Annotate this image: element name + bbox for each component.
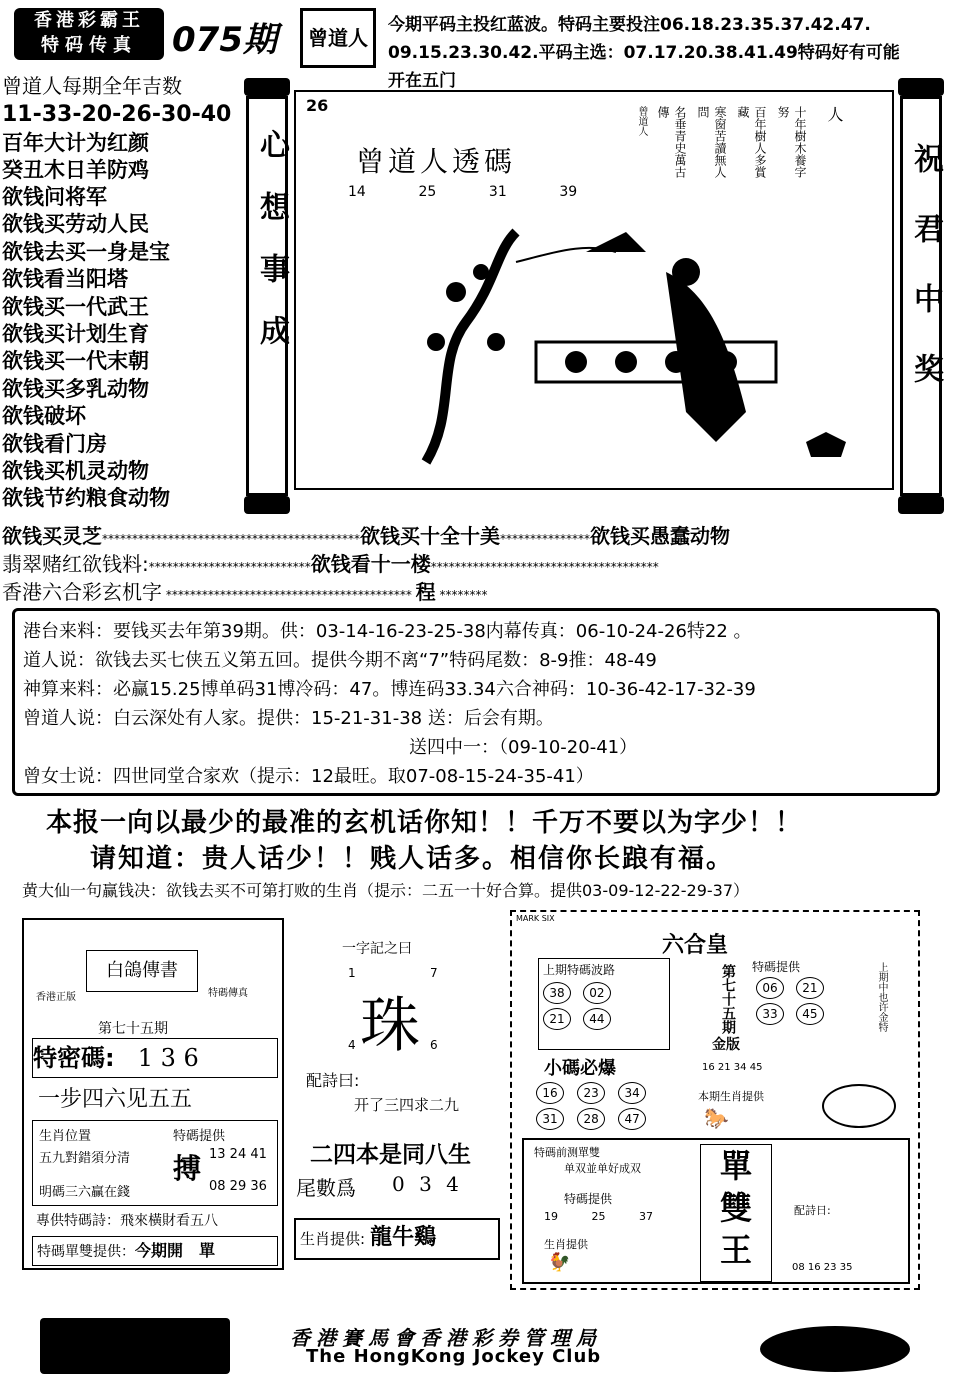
horse-icon: 🐎 xyxy=(704,1106,729,1130)
single-double-value: 今期開 單 xyxy=(135,1241,216,1260)
special-nums-2: 08 29 36 xyxy=(209,1179,267,1194)
scroll-rod-left-bottom xyxy=(244,496,290,514)
left-panel-side-left: 香港正版 xyxy=(36,992,76,1003)
right-special-label: 特碼提供 xyxy=(752,960,801,974)
huang-line: 黄大仙一句赢钱决：欲钱去买不可第打败的生肖（提示：二五一十好合算。提供03-09-12-22-29-37） xyxy=(22,881,750,900)
sub-nums xyxy=(544,1210,653,1223)
middle-n1: 1 xyxy=(348,966,356,980)
left-lines xyxy=(2,130,252,513)
number-ball: 21 xyxy=(796,977,824,999)
star-line-2 xyxy=(2,548,659,577)
issue-number: 075期 xyxy=(172,20,277,60)
scroll-left-text: 心想事成 xyxy=(254,129,289,377)
poem-signature: 曾道人 xyxy=(636,106,647,136)
info-box xyxy=(12,608,940,796)
small-code-label: 小碼必爆 xyxy=(544,1058,616,1079)
king-char: 單 xyxy=(719,1147,752,1185)
tail-label: 尾數爲 xyxy=(296,1176,356,1200)
tail-value: 0 3 4 xyxy=(392,1172,463,1196)
stars: ***************************************** xyxy=(162,588,416,602)
painting-top-number: 26 xyxy=(306,96,329,115)
scroll-right-text: 祝君中奖 xyxy=(908,143,943,423)
left-line: 欲钱买多乳动物 xyxy=(2,376,149,401)
scroll-rod-right-top xyxy=(898,78,944,96)
right-issue-vertical: 第七十五期 xyxy=(720,964,736,1034)
secret-code-value: 1 3 6 xyxy=(137,1044,199,1072)
sub-text: 单双並单好成双 xyxy=(564,1162,641,1175)
scroll-right-panel xyxy=(900,96,942,496)
sub-zodiac: 生肖提供 xyxy=(544,1238,588,1251)
special-char: 搏 xyxy=(173,1152,202,1185)
star-line-3 xyxy=(2,576,487,605)
painting-numbers xyxy=(348,184,625,200)
middle-n4: 4 xyxy=(348,1038,356,1052)
left-line: 欲钱买劳动人民 xyxy=(2,212,149,237)
left-panel-issue: 第七十五期 xyxy=(98,1021,168,1037)
left-line: 欲钱去买一身是宝 xyxy=(2,239,170,264)
star-line2-b: 欲钱看十一楼 xyxy=(310,552,431,576)
footer-chinese: 香港賽馬會香港彩券管理局 xyxy=(290,1326,602,1350)
right-panel xyxy=(510,910,920,1290)
star-line1-a: 欲钱买灵芝 xyxy=(2,524,102,548)
big-char: 珠 xyxy=(360,991,420,1061)
right-panel-title: 六合皇 xyxy=(662,932,729,958)
painting-illustration xyxy=(386,212,866,472)
sub-box xyxy=(522,1138,910,1284)
stars: ******************************************* xyxy=(102,532,360,546)
info-line: 神算来料：必赢15.25博单码31博冷码：47。博连码33.34六合神码：10-36-42-17-32-39 xyxy=(23,679,756,700)
painting-number: 25 xyxy=(418,184,437,200)
footer-right-logo xyxy=(760,1326,910,1372)
number-ball: 16 xyxy=(536,1082,564,1104)
banner-text: MARK SIX xyxy=(516,914,555,923)
number-ball: 33 xyxy=(756,1003,784,1025)
line-nums: 16 21 34 45 xyxy=(702,1062,763,1073)
left-line: 欲钱问将军 xyxy=(2,185,107,209)
left-line: 百年大计为红颜 xyxy=(2,131,149,155)
left-panel-poem: 專供特碼詩：飛來橫財看五八 xyxy=(36,1213,218,1229)
rooster-icon: 🐓 xyxy=(548,1252,571,1273)
stars: *************** xyxy=(500,532,590,546)
stars: ******** xyxy=(435,588,488,602)
small-code-nums xyxy=(532,1080,682,1132)
zodiac-position-1: 五九對錯須分清 xyxy=(39,1151,131,1166)
left-line: 欲钱看当阳塔 xyxy=(2,267,128,292)
badge-line2: 特码传真 xyxy=(41,35,137,56)
zodiac-provide-label: 生肖提供: xyxy=(300,1230,366,1248)
mark-six-banner xyxy=(516,914,555,923)
badge-line1: 香港彩霸王 xyxy=(34,10,144,31)
number-ball: 45 xyxy=(796,1003,824,1025)
left-line: 欲钱买一代武王 xyxy=(2,294,149,319)
info-line: 曾道人说：白云深处有人家。提供：15-21-31-38 送：后会有期。 xyxy=(23,708,554,729)
number-ball: 21 xyxy=(543,1008,571,1030)
single-double-king xyxy=(700,1144,772,1282)
sub-special: 特碼提供 xyxy=(564,1192,613,1206)
painting xyxy=(294,90,894,490)
number-ball: 23 xyxy=(577,1082,605,1104)
scroll-rod-right-bottom xyxy=(898,496,944,514)
header-logo xyxy=(300,8,376,68)
number-ball: 38 xyxy=(543,982,571,1004)
slogan-line2: 请知道：贵人话少！！贱人话多。相信你长踉有福。 xyxy=(90,844,735,874)
special-provide-label: 特碼提供 xyxy=(173,1129,226,1144)
painting-number: 14 xyxy=(348,184,366,200)
footer-english: The HongKong Jockey Club xyxy=(306,1346,602,1367)
star-line3-a: 香港六合彩玄机字 xyxy=(2,580,162,604)
info-line: 送四中一：（09-10-20-41） xyxy=(409,737,638,758)
star-line3-b: 程 xyxy=(415,580,436,604)
single-double-label: 特碼單雙提供： xyxy=(37,1244,135,1260)
star-line1-b: 欲钱买十全十美 xyxy=(360,524,500,548)
last-wave-label: 上期特碼波路 xyxy=(543,963,616,977)
zodiac-position-label: 生肖位置 xyxy=(39,1129,92,1144)
secret-code-label: 特密碼: xyxy=(33,1044,115,1072)
left-numbers: 11-33-20-26-30-40 xyxy=(2,102,232,127)
last-wave-nums xyxy=(539,980,669,1032)
golden-label: 金版 xyxy=(712,1037,740,1053)
left-line: 欲钱节约粮食动物 xyxy=(2,486,170,511)
logo-text: 曾道人 xyxy=(308,26,368,50)
info-line: 港台来料：要钱买去年第39期。供：03-14-16-23-25-38内幕传真：06-10-24-26特22 。 xyxy=(23,621,752,642)
scroll-rod-left-top xyxy=(244,78,290,96)
header-badge xyxy=(14,8,164,60)
info-line: 道人说：欲钱去买七侠五义第五回。提供今期不离“7”特码尾数：8-9推：48-49 xyxy=(23,650,657,671)
number-ball: 34 xyxy=(618,1082,646,1104)
painting-title: 曾道人透碼 xyxy=(356,145,517,178)
top-text-line3: 开在五门 xyxy=(388,71,456,91)
poem-column: 寒窗苦讀無人問 xyxy=(696,106,727,178)
left-panel-hint: 一步四六见五五 xyxy=(38,1087,193,1112)
middle-panel xyxy=(292,918,506,1270)
sub-num: 25 xyxy=(591,1210,606,1223)
stars: ************************************** xyxy=(430,560,659,574)
right-note: 上期中也许金特 xyxy=(876,962,887,1032)
number-ball: 44 xyxy=(583,1008,611,1030)
left-line: 癸丑木日羊防鸡 xyxy=(2,158,149,182)
one-word-title: 一字記之曰 xyxy=(342,941,412,957)
middle-poem-label: 配詩曰: xyxy=(306,1071,360,1090)
middle-big-line: 二四本是同八生 xyxy=(310,1142,471,1168)
left-line: 欲钱买机灵动物 xyxy=(2,459,149,484)
poem-column: 百年樹人多賞藏 xyxy=(736,106,767,178)
zodiac-provide-box xyxy=(294,1218,500,1260)
zodiac-provide-value: 龍牛鷄 xyxy=(370,1224,437,1250)
sub-poem-label: 配詩日: xyxy=(794,1204,831,1217)
right-zodiac-label: 本期生肖提供 xyxy=(698,1090,764,1103)
footer-left-logo xyxy=(40,1318,230,1374)
white-dove-title-box xyxy=(86,950,198,992)
left-line: 欲钱看门房 xyxy=(2,431,107,456)
middle-n6: 6 xyxy=(430,1038,438,1052)
single-double-box xyxy=(32,1236,278,1266)
star-line-1 xyxy=(2,520,730,549)
poem-column: 十年樹木養字努 xyxy=(776,106,807,178)
king-char: 王 xyxy=(719,1231,752,1269)
middle-poem: 开了三四求二九 xyxy=(354,1096,460,1114)
painting-number: 31 xyxy=(488,184,507,200)
oval-logo-icon xyxy=(822,1084,896,1128)
right-special-box xyxy=(752,958,832,1048)
poem-column: 名垂青史萬古傳 xyxy=(656,106,687,178)
left-title: 曾道人每期全年吉数 xyxy=(2,74,182,98)
scroll-left-panel xyxy=(246,96,288,496)
zodiac-position-box xyxy=(32,1120,278,1206)
special-nums-1: 13 24 41 xyxy=(209,1147,267,1162)
bottom-nums: 08 16 23 35 xyxy=(792,1262,853,1273)
secret-code-box xyxy=(32,1038,278,1078)
white-dove-title: 白鴿傳書 xyxy=(106,960,178,981)
slogan-line1: 本报一向以最少的最准的玄机话你知！！千万不要以为字少！！ xyxy=(46,808,803,838)
poem-block xyxy=(596,106,846,186)
sub-num: 19 xyxy=(544,1210,558,1223)
number-ball: 02 xyxy=(583,982,611,1004)
king-char: 雙 xyxy=(719,1189,752,1227)
painting-number: 39 xyxy=(559,184,578,200)
info-line: 曾女士说：四世同堂合家欢（提示：12最旺。取07-08-15-24-35-41） xyxy=(23,766,594,787)
poem-head: 人 xyxy=(825,106,844,122)
middle-n7: 7 xyxy=(430,966,438,980)
top-text-line2: 09.15.23.30.42.平码主选：07.17.20.38.41.49特码好有可能 xyxy=(388,43,900,63)
number-ball: 06 xyxy=(756,977,784,999)
left-line: 欲钱买计划生育 xyxy=(2,322,149,347)
left-panel xyxy=(22,918,284,1270)
left-column xyxy=(2,72,252,513)
number-ball: 28 xyxy=(577,1108,605,1130)
sub-num: 37 xyxy=(639,1210,653,1223)
sub-title: 特碼前测單雙 xyxy=(534,1146,600,1159)
left-panel-side-right: 特碼傳真 xyxy=(208,988,248,999)
left-line: 欲钱买一代末朝 xyxy=(2,349,149,374)
zodiac-position-2: 明碼三六贏在錢 xyxy=(39,1185,131,1200)
top-text-line1: 今期平码主投红蓝波。特码主要投注06.18.23.35.37.42.47. xyxy=(388,15,871,35)
star-line2-a: 翡翠赌红欲钱料: xyxy=(2,552,149,576)
number-ball: 47 xyxy=(618,1108,646,1130)
number-ball: 31 xyxy=(536,1108,564,1130)
stars: *************************** xyxy=(148,560,311,574)
left-line: 欲钱破坏 xyxy=(2,404,86,429)
star-line1-c: 欲钱买愚蠢动物 xyxy=(590,524,730,548)
last-wave-box xyxy=(538,958,670,1050)
